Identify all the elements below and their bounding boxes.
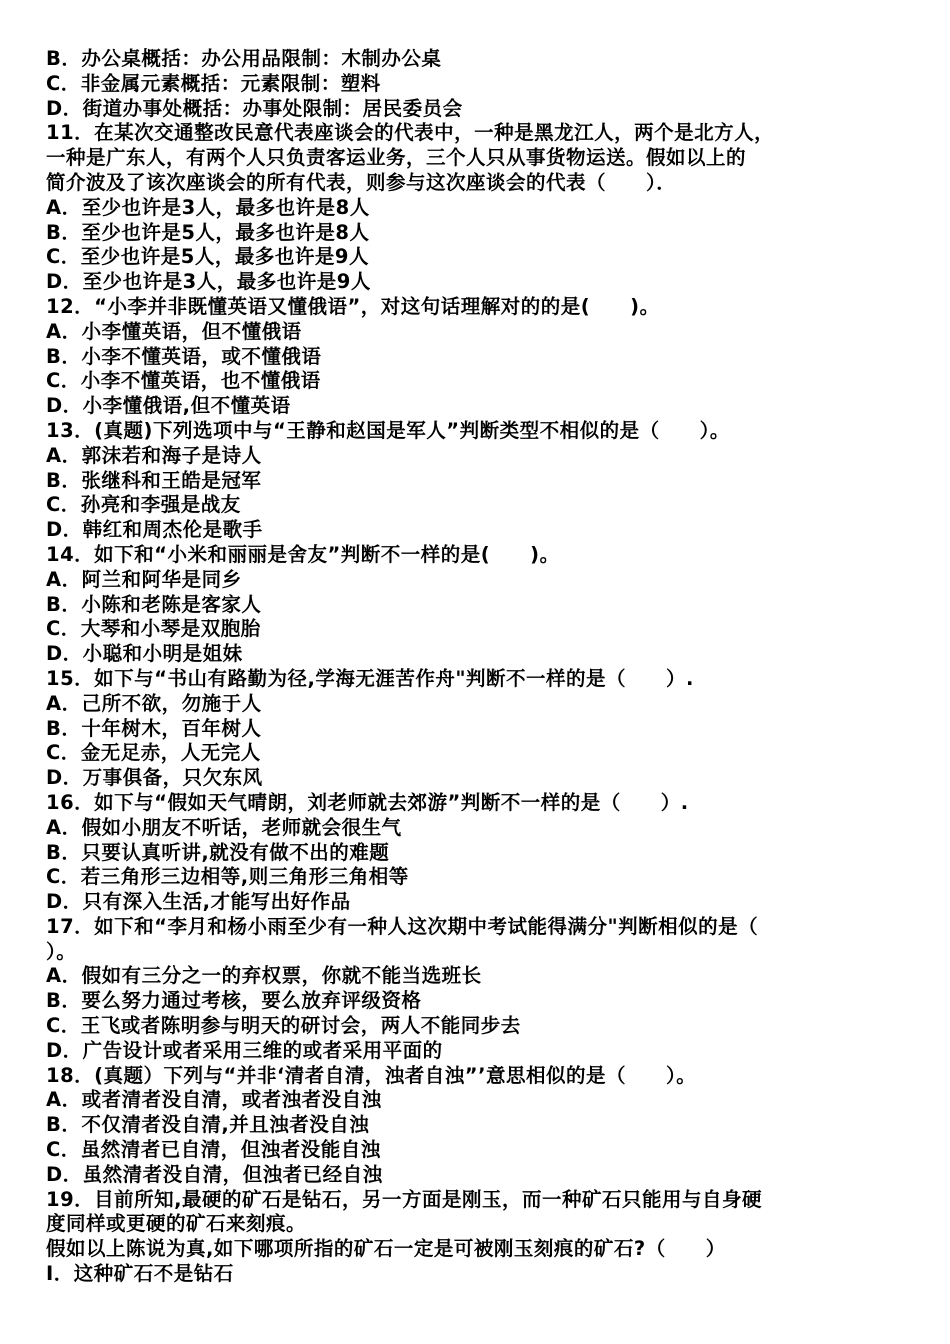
option-line: A．假如小朋友不听话，老师就会很生气	[46, 815, 402, 839]
question-11-text: 11．在某次交通整改民意代表座谈会的代表中，一种是黑龙江人，两个是北方人，	[46, 121, 775, 145]
option-line: C．小李不懂英语，也不懂俄语	[46, 369, 321, 393]
question-11-text: 一种是广东人，有两个人只负责客运业务，三个人只从事货物运送。假如以上的	[46, 146, 747, 170]
option-line: C．孙亮和李强是战友	[46, 493, 241, 517]
option-line: B．小陈和老陈是客家人	[46, 592, 262, 616]
option-line: A．小李懂英语，但不懂俄语	[46, 319, 302, 343]
option-line: D．小李懂俄语,但不懂英语	[46, 394, 291, 418]
option-line: C．若三角形三边相等,则三角形三角相等	[46, 865, 409, 889]
option-line: A．郭沫若和海子是诗人	[46, 443, 262, 467]
option-line: Ⅰ．这种矿石不是钻石	[46, 1262, 234, 1286]
option-line: C．金无足赤，人无完人	[46, 741, 261, 765]
option-line: B．办公桌概括：办公用品限制：木制办公桌	[46, 47, 442, 70]
option-line: B．十年树木，百年树人	[46, 716, 262, 740]
option-line: B．只要认真听讲,就没有做不出的难题	[46, 840, 390, 864]
option-line: C．至少也许是5人，最多也许是9人	[46, 245, 369, 269]
question-19-text: 度同样或更硬的矿石来刻痕。	[46, 1212, 307, 1236]
option-line: C．王飞或者陈明参与明天的研讨会，两人不能同步去	[46, 1014, 521, 1038]
option-line: D．广告设计或者采用三维的或者采用平面的	[46, 1038, 443, 1062]
question-13-text: 13．(真题)下列选项中与“王静和赵国是军人”判断类型不相似的是（ ）。	[46, 418, 730, 442]
option-line: A．至少也许是3人，最多也许是8人	[46, 195, 370, 219]
option-line: A．假如有三分之一的弃权票，你就不能当选班长	[46, 964, 482, 988]
option-line: D．万事俱备，只欠东风	[46, 766, 263, 790]
question-19-text: 假如以上陈说为真,如下哪项所指的矿石一定是可被刚玉刻痕的矿石?（ ）	[46, 1237, 726, 1261]
option-line: D．韩红和周杰伦是歌手	[46, 518, 263, 542]
option-line: A．阿兰和阿华是同乡	[46, 567, 242, 591]
option-line: B．不仅清者没自清,并且浊者没自浊	[46, 1113, 370, 1137]
option-line: C．虽然清者已自清，但浊者没能自浊	[46, 1138, 381, 1162]
document-page	[46, 47, 906, 1287]
option-line: D．街道办事处概括：办事处限制：居民委员会	[46, 96, 463, 120]
question-15-text: 15．如下与“书山有路勤为径,学海无涯苦作舟"判断不一样的是（ ）.	[46, 666, 694, 690]
question-16-text: 16．如下与“假如天气晴朗，刘老师就去郊游”判断不一样的是（ ）.	[46, 790, 689, 814]
question-17-text: 17．如下和“李月和杨小雨至少有一种人这次期中考试能得满分"判断相似的是（	[46, 914, 759, 938]
option-line: B．张继科和王皓是冠军	[46, 468, 262, 492]
option-line: C．非金属元素概括：元素限制：塑料	[46, 71, 381, 95]
question-11-text: 简介波及了该次座谈会的所有代表，则参与这次座谈会的代表（ ）．	[46, 170, 677, 194]
option-line: B．至少也许是5人，最多也许是8人	[46, 220, 370, 244]
option-line: C．大琴和小琴是双胞胎	[46, 617, 261, 641]
question-19-text: 19．目前所知,最硬的矿石是钻石，另一方面是刚玉，而一种矿石只能用与自身硬	[46, 1187, 763, 1211]
option-line: D．小聪和小明是姐妹	[46, 642, 243, 666]
option-line: B．要么努力通过考核，要么放弃评级资格	[46, 989, 422, 1013]
question-14-text: 14．如下和“小米和丽丽是舍友”判断不一样的是( )。	[46, 542, 560, 566]
question-12-text: 12．“小李并非既懂英语又懂俄语”，对这句话理解对的的是( )。	[46, 294, 660, 318]
question-18-text: 18．(真题）下列与“并非‘清者自清，浊者自浊”’意思相似的是（ ）。	[46, 1063, 697, 1087]
option-line: D．至少也许是3人，最多也许是9人	[46, 270, 371, 294]
option-line: A．或者清者没自清，或者浊者没自浊	[46, 1088, 382, 1112]
option-line: D．只有深入生活,才能写出好作品	[46, 890, 351, 914]
question-17-text: ）。	[46, 939, 77, 963]
option-line: D．虽然清者没自清，但浊者已经自浊	[46, 1162, 383, 1186]
option-line: A．己所不欲，勿施于人	[46, 691, 262, 715]
option-line: B．小李不懂英语，或不懂俄语	[46, 344, 322, 368]
